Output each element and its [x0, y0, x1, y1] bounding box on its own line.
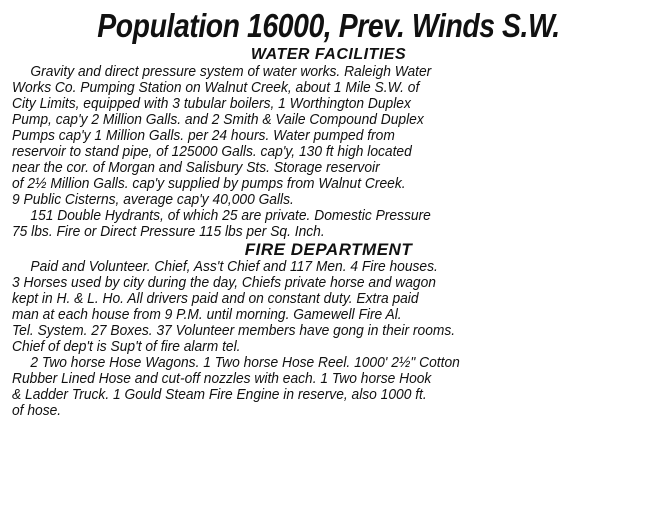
text-line: City Limits, equipped with 3 tubular boilers, 1 Worthington Duplex	[12, 95, 411, 112]
text-line: Works Co. Pumping Station on Walnut Creek, about 1 Mile S.W. of	[12, 79, 420, 96]
text-line: near the cor. of Morgan and Salisbury Sts. Storage reservoir	[12, 159, 380, 176]
text-line: Tel. System. 27 Boxes. 37 Volunteer members have gong in their rooms.	[12, 322, 456, 339]
text-line: 3 Horses used by city during the day, Chiefs private horse and wagon	[12, 274, 436, 291]
text-line: Gravity and direct pressure system of water works. Raleigh Water	[30, 63, 432, 80]
text-line: Rubber Lined Hose and cut-off nozzles with each. 1 Two horse Hook	[12, 370, 432, 387]
water-paragraph-2	[12, 208, 645, 240]
text-line: Paid and Volunteer. Chief, Ass't Chief and 117 Men. 4 Fire houses.	[30, 258, 438, 275]
fire-paragraph-1	[12, 259, 645, 355]
text-line: of hose.	[12, 402, 62, 419]
text-line: Chief of dep't is Sup't of fire alarm tel.	[12, 338, 241, 355]
fire-paragraph-2	[12, 355, 645, 419]
text-line: Pump, cap'y 2 Million Galls. and 2 Smith & Vaile Compound Duplex	[12, 111, 424, 128]
text-line: Pumps cap'y 1 Million Galls. per 24 hours. Water pumped from	[12, 127, 395, 144]
fire-department-heading: FIRE DEPARTMENT	[244, 240, 413, 259]
page-title: Population 16000, Prev. Winds S.W.	[97, 7, 560, 44]
fire-department-section	[12, 241, 645, 419]
text-line: of 2½ Million Galls. cap'y supplied by pumps from Walnut Creek.	[12, 175, 406, 192]
water-paragraph-1	[12, 64, 645, 208]
text-line: kept in H. & L. Ho. All drivers paid and on constant duty. Extra paid	[12, 290, 419, 307]
text-line: reservoir to stand pipe, of 125000 Galls. cap'y, 130 ft high located	[12, 143, 412, 160]
text-line: & Ladder Truck. 1 Gould Steam Fire Engine in reserve, also 1000 ft.	[12, 386, 427, 403]
text-line: 2 Two horse Hose Wagons. 1 Two horse Hose Reel. 1000' 2½" Cotton	[30, 354, 460, 371]
text-line: man at each house from 9 P.M. until morning. Gamewell Fire Al.	[12, 306, 402, 323]
water-facilities-heading: WATER FACILITIES	[250, 46, 407, 63]
text-line: 9 Public Cisterns, average cap'y 40,000 Galls.	[12, 191, 294, 208]
text-line: 75 lbs. Fire or Direct Pressure 115 lbs per Sq. Inch.	[12, 223, 325, 240]
water-facilities-section	[12, 46, 645, 240]
text-line: 151 Double Hydrants, of which 25 are private. Domestic Pressure	[30, 207, 431, 224]
